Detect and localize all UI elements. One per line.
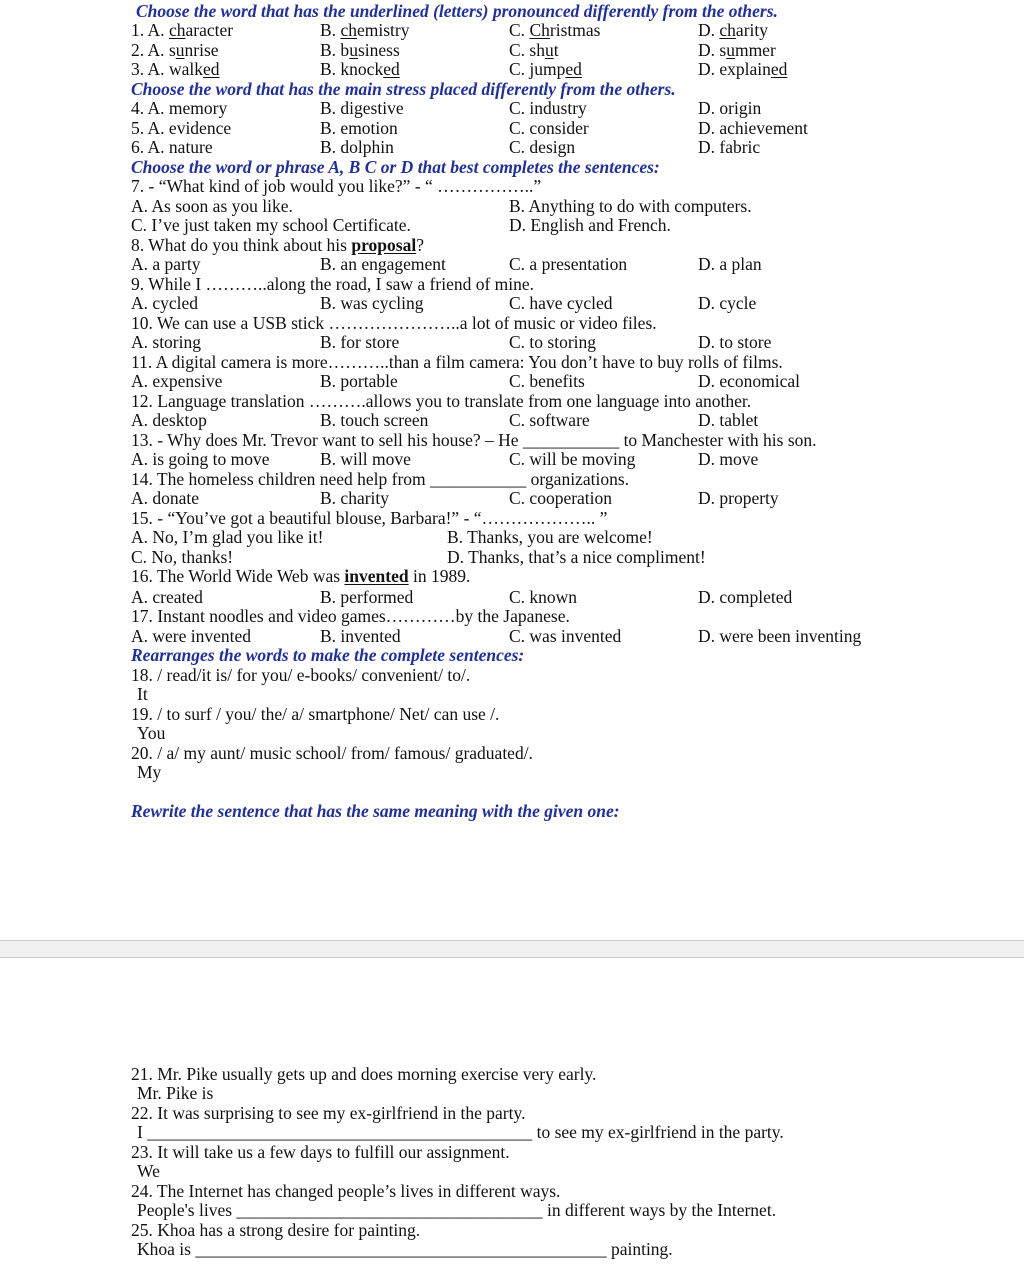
question-1: 1. A. character B. chemistry C. Christmas D. charity <box>131 20 768 40</box>
question-14-options: A. donate B. charity C. cooperation D. property <box>131 488 779 508</box>
question-15-options-ab: A. No, I’m glad you like it! B. Thanks, you are welcome! <box>131 527 653 547</box>
question-11-stem: 11. A digital camera is more………..than a film camera: You don’t have to buy rolls of films. <box>131 352 783 372</box>
question-24-answer-start: People's lives ___________________________________ in different ways by the Internet. <box>137 1200 777 1220</box>
question-25-stem: 25. Khoa has a strong desire for painting. <box>131 1220 421 1240</box>
question-25-answer-start: Khoa is _______________________________________________ painting. <box>137 1239 673 1259</box>
worksheet-page-2 <box>0 957 1024 1281</box>
question-13-stem: 13. - Why does Mr. Trevor want to sell his house? – He ___________ to Manchester with his son. <box>131 430 817 450</box>
question-8-stem: 8. What do you think about his proposal? <box>131 235 424 255</box>
question-9-stem: 9. While I ………..along the road, I saw a friend of mine. <box>131 274 535 294</box>
section-heading-rewrite: Rewrite the sentence that has the same meaning with the given one: <box>131 801 620 821</box>
question-7-stem: 7. - “What kind of job would you like?” - “ ……………..” <box>131 176 542 196</box>
question-17-options: A. were invented B. invented C. was invented D. were been inventing <box>131 626 862 646</box>
question-20-stem: 20. / a/ my aunt/ music school/ from/ famous/ graduated/. <box>131 743 533 763</box>
question-18-answer-start: It <box>137 684 148 704</box>
question-3: 3. A. walked B. knocked C. jumped D. explained <box>131 59 788 79</box>
question-10-stem: 10. We can use a USB stick …………………..a lot of music or video files. <box>131 313 657 333</box>
question-18-stem: 18. / read/it is/ for you/ e-books/ convenient/ to/. <box>131 665 471 685</box>
page-gap <box>0 941 1024 957</box>
question-21-stem: 21. Mr. Pike usually gets up and does morning exercise very early. <box>131 1064 597 1084</box>
question-16-stem: 16. The World Wide Web was invented in 1989. <box>131 566 471 586</box>
question-17-stem: 17. Instant noodles and video games…………by the Japanese. <box>131 606 570 626</box>
question-19-answer-start: You <box>137 723 166 743</box>
question-22-answer-start: I ____________________________________________ to see my ex-girlfriend in the party. <box>137 1122 784 1142</box>
question-16-options: A. created B. performed C. known D. completed <box>131 587 793 607</box>
question-7-options-ab: A. As soon as you like. B. Anything to do with computers. <box>131 196 752 216</box>
question-13-options: A. is going to move B. will move C. will be moving D. move <box>131 449 759 469</box>
question-5: 5. A. evidence B. emotion C. consider D. achievement <box>131 118 808 138</box>
question-11-options: A. expensive B. portable C. benefits D. economical <box>131 371 801 391</box>
question-12-stem: 12. Language translation ……….allows you to translate from one language into another. <box>131 391 752 411</box>
question-2: 2. A. sunrise B. business C. shut D. summer <box>131 40 776 60</box>
section-heading-pronunciation: Choose the word that has the underlined (letters) pronounced differently from the others. <box>136 1 778 21</box>
question-20-answer-start: My <box>137 762 162 782</box>
section-heading-rearrange: Rearranges the words to make the complete sentences: <box>131 645 525 665</box>
question-9-options: A. cycled B. was cycling C. have cycled D. cycle <box>131 293 757 313</box>
question-4: 4. A. memory B. digestive C. industry D. origin <box>131 98 762 118</box>
section-heading-stress: Choose the word that has the main stress placed differently from the others. <box>131 79 676 99</box>
question-14-stem: 14. The homeless children need help from ___________ organizations. <box>131 469 629 489</box>
section-heading-completion: Choose the word or phrase A, B C or D that best completes the sentences: <box>131 157 660 177</box>
question-19-stem: 19. / to surf / you/ the/ a/ smartphone/ Net/ can use /. <box>131 704 500 724</box>
question-8-options: A. a party B. an engagement C. a presentation D. a plan <box>131 254 762 274</box>
question-12-options: A. desktop B. touch screen C. software D. tablet <box>131 410 759 430</box>
question-6: 6. A. nature B. dolphin C. design D. fabric <box>131 137 761 157</box>
question-10-options: A. storing B. for store C. to storing D. to store <box>131 332 772 352</box>
question-21-answer-start: Mr. Pike is <box>137 1083 214 1103</box>
question-7-options-cd: C. I’ve just taken my school Certificate. D. English and French. <box>131 215 671 235</box>
question-23-stem: 23. It will take us a few days to fulfill our assignment. <box>131 1142 510 1162</box>
question-15-stem: 15. - “You’ve got a beautiful blouse, Barbara!” - “……………….. ” <box>131 508 608 528</box>
question-15-options-cd: C. No, thanks! D. Thanks, that’s a nice compliment! <box>131 547 706 567</box>
question-24-stem: 24. The Internet has changed people’s lives in different ways. <box>131 1181 561 1201</box>
question-22-stem: 22. It was surprising to see my ex-girlfriend in the party. <box>131 1103 526 1123</box>
question-23-answer-start: We <box>137 1161 160 1181</box>
